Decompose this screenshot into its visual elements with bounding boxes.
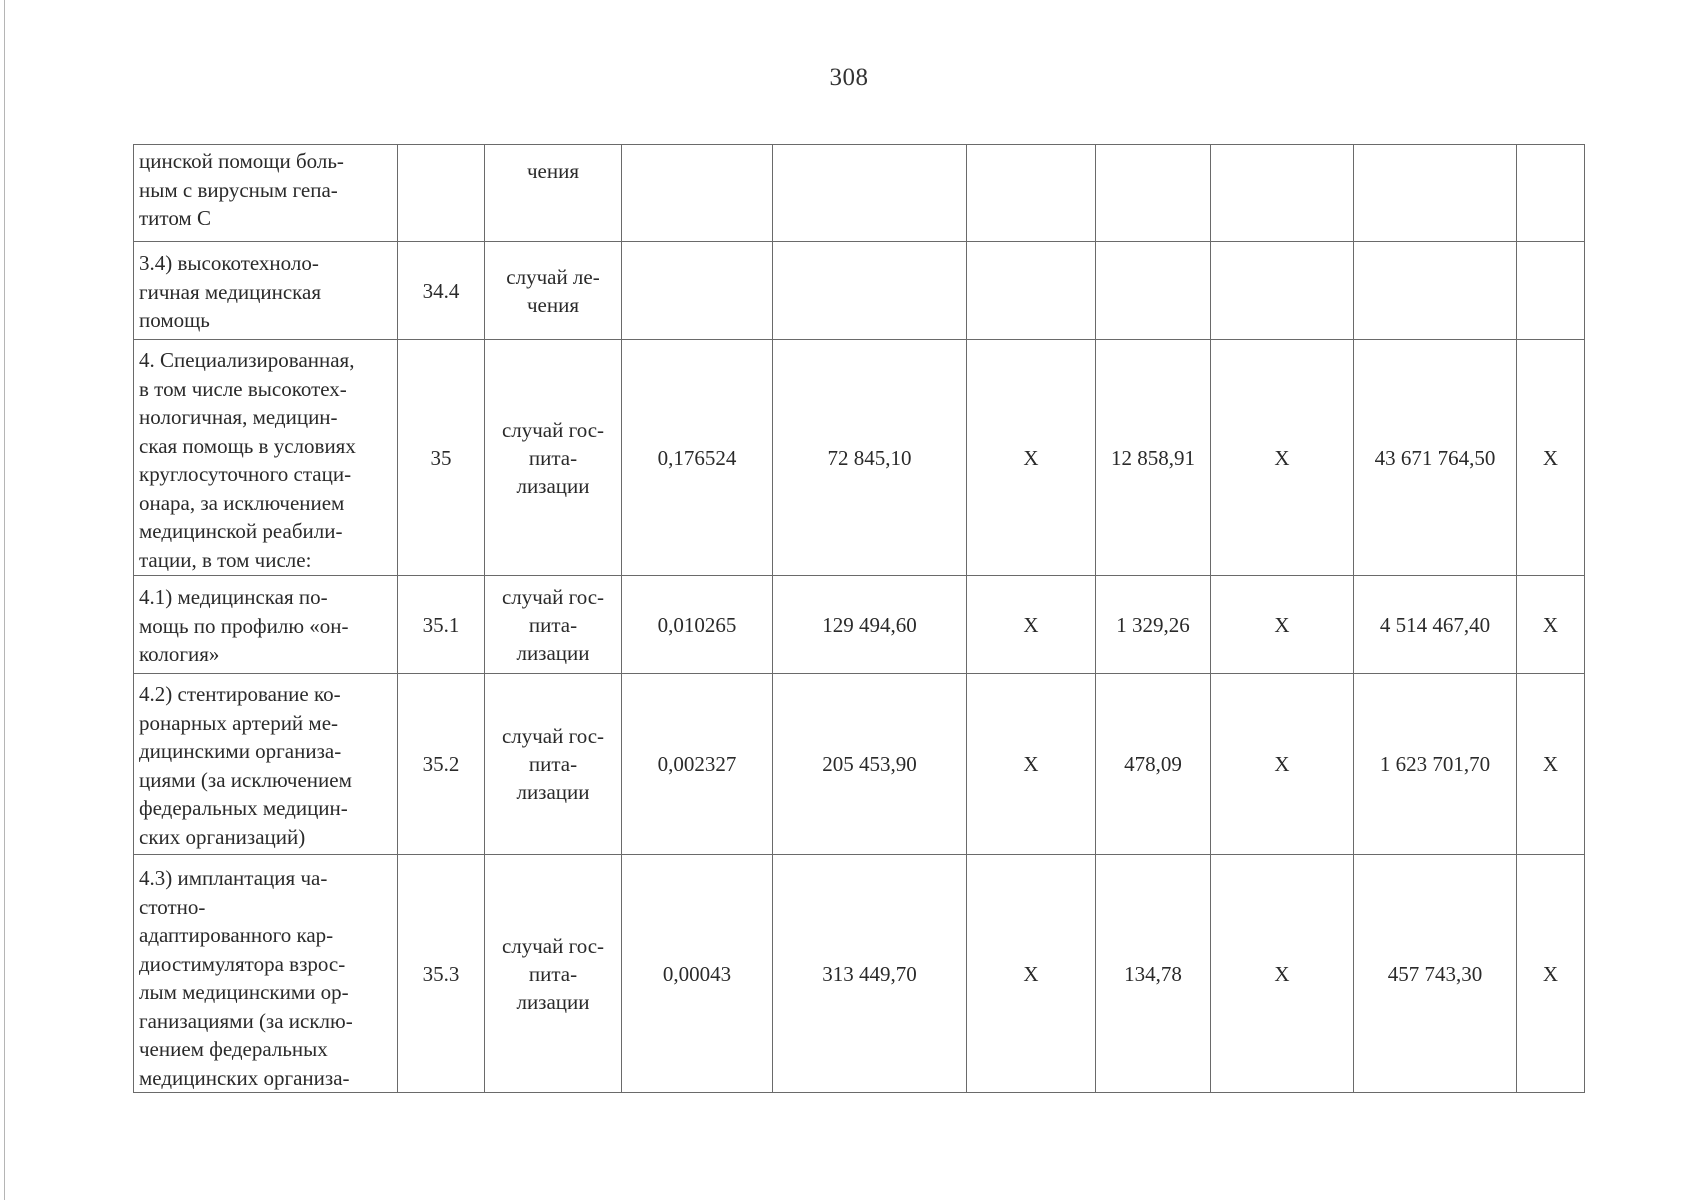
row-x-cell (1211, 145, 1354, 242)
row-x-cell: X (967, 674, 1096, 855)
row-unit-cell (485, 674, 622, 855)
row-unit-cell (485, 242, 622, 340)
row-total-cell: 43 671 764,50 (1354, 340, 1517, 576)
row-name-line: стотно- (139, 894, 206, 919)
row-unit-line: случай гос- (501, 417, 605, 442)
table-row (134, 340, 1585, 576)
row-name-line: дицинскими организа- (139, 739, 342, 763)
row-unit-line: пита- (528, 752, 578, 776)
row-x-cell: X (1211, 855, 1354, 1093)
row-name-line: медицинских организа- (139, 1065, 350, 1090)
row-per-capita-cell (1096, 145, 1211, 242)
row-name-line: 4.2) стентирование ко- (139, 682, 341, 706)
row-name-line: медицинской реабили- (139, 519, 343, 543)
row-x-cell (967, 242, 1096, 340)
row-unit-line: лизации (516, 473, 590, 498)
row-norm-cell (622, 145, 773, 242)
table-row (134, 674, 1585, 855)
row-unit-line: чения (526, 159, 580, 183)
row-name-line: лым медицинскими ор- (139, 980, 349, 1004)
row-per-capita-cell (1096, 242, 1211, 340)
table-row (134, 145, 1585, 242)
row-x-cell: X (1517, 576, 1585, 674)
row-x-cell: X (1211, 340, 1354, 576)
row-x-cell: X (1517, 855, 1585, 1093)
row-name-line: 4.1) медицинская по- (139, 585, 328, 609)
row-code-cell (398, 145, 485, 242)
row-unit-line: пита- (528, 445, 578, 470)
row-name-line: кология» (139, 642, 220, 666)
row-name-line: ских организаций) (139, 824, 306, 849)
table-row (134, 242, 1585, 340)
row-code-cell: 35.2 (398, 674, 485, 855)
row-name-line: мощь по профилю «он- (139, 613, 349, 638)
row-name-line: циями (за исключением (139, 767, 352, 792)
row-name-line: федеральных медицин- (139, 796, 348, 820)
row-name-line: чением федеральных (139, 1037, 328, 1061)
row-unit-line: случай гос- (501, 724, 605, 748)
row-name-line: цинской помощи боль- (139, 149, 344, 173)
row-code-cell: 34.4 (398, 242, 485, 340)
row-x-cell: X (1211, 576, 1354, 674)
row-x-cell (1211, 242, 1354, 340)
page-left-edge (4, 0, 5, 1200)
row-name-cell (134, 674, 398, 855)
row-name-line: ганизациями (за исклю- (139, 1008, 353, 1033)
row-norm-cell: 0,00043 (622, 855, 773, 1093)
row-cost-cell: 313 449,70 (773, 855, 967, 1093)
row-name-line: помощь (139, 308, 210, 332)
row-cost-cell (773, 145, 967, 242)
row-code-cell: 35.3 (398, 855, 485, 1093)
row-name-line: ронарных артерий ме- (139, 710, 339, 735)
row-unit-cell (485, 855, 622, 1093)
row-per-capita-cell: 134,78 (1096, 855, 1211, 1093)
row-name-cell (134, 855, 398, 1093)
row-unit-line: случай гос- (501, 933, 605, 958)
row-unit-line: лизации (516, 780, 590, 804)
row-name-line: круглосуточного стаци- (139, 462, 352, 486)
row-cost-cell: 72 845,10 (773, 340, 967, 576)
row-norm-cell: 0,176524 (622, 340, 773, 576)
table-row (134, 855, 1585, 1093)
data-table (133, 144, 1585, 1093)
row-name-line: 4.3) имплантация ча- (139, 866, 328, 890)
row-name-line: ская помощь в условиях (139, 433, 356, 458)
row-norm-cell: 0,010265 (622, 576, 773, 674)
row-x-cell: X (1517, 674, 1585, 855)
row-per-capita-cell: 478,09 (1096, 674, 1211, 855)
row-x-cell (967, 145, 1096, 242)
row-per-capita-cell: 1 329,26 (1096, 576, 1211, 674)
row-x-cell (1517, 242, 1585, 340)
row-unit-line: пита- (528, 961, 578, 986)
row-name-cell (134, 145, 398, 242)
row-name-line: диостимулятора взрос- (139, 951, 346, 976)
row-unit-cell (485, 576, 622, 674)
row-x-cell (1517, 145, 1585, 242)
row-total-cell: 1 623 701,70 (1354, 674, 1517, 855)
row-name-line: в том числе высокотех- (139, 376, 347, 401)
row-x-cell: X (1517, 340, 1585, 576)
table-row (134, 576, 1585, 674)
row-name-cell (134, 340, 398, 576)
row-norm-cell (622, 242, 773, 340)
row-unit-line: чения (526, 292, 580, 317)
row-per-capita-cell: 12 858,91 (1096, 340, 1211, 576)
row-total-cell: 457 743,30 (1354, 855, 1517, 1093)
row-name-cell (134, 242, 398, 340)
row-name-line: 4. Специализированная, (139, 348, 355, 372)
row-norm-cell: 0,002327 (622, 674, 773, 855)
row-name-cell (134, 576, 398, 674)
row-cost-cell (773, 242, 967, 340)
row-name-line: гичная медицинская (139, 279, 322, 304)
row-x-cell: X (967, 340, 1096, 576)
row-name-line: титом С (139, 206, 211, 230)
row-x-cell: X (1211, 674, 1354, 855)
row-name-line: нологичная, медицин- (139, 405, 338, 429)
row-name-line: 3.4) высокотехноло- (139, 251, 319, 275)
row-total-cell (1354, 242, 1517, 340)
row-total-cell (1354, 145, 1517, 242)
row-unit-line: лизации (516, 989, 590, 1014)
row-name-line: онара, за исключением (139, 490, 345, 515)
row-cost-cell: 129 494,60 (773, 576, 967, 674)
row-x-cell: X (967, 855, 1096, 1093)
row-unit-line: лизации (516, 640, 590, 665)
row-name-line: ным с вирусным гепа- (139, 177, 338, 202)
row-cost-cell: 205 453,90 (773, 674, 967, 855)
row-unit-line: случай ле- (506, 264, 600, 289)
row-unit-line: пита- (528, 612, 578, 637)
page-number: 308 (829, 64, 869, 91)
row-x-cell: X (967, 576, 1096, 674)
row-unit-cell (485, 340, 622, 576)
row-total-cell: 4 514 467,40 (1354, 576, 1517, 674)
row-name-line: тации, в том числе: (139, 547, 312, 572)
row-code-cell: 35 (398, 340, 485, 576)
row-unit-line: случай гос- (501, 584, 605, 609)
row-name-line: адаптированного кар- (139, 923, 334, 947)
row-unit-cell (485, 145, 622, 242)
row-code-cell: 35.1 (398, 576, 485, 674)
